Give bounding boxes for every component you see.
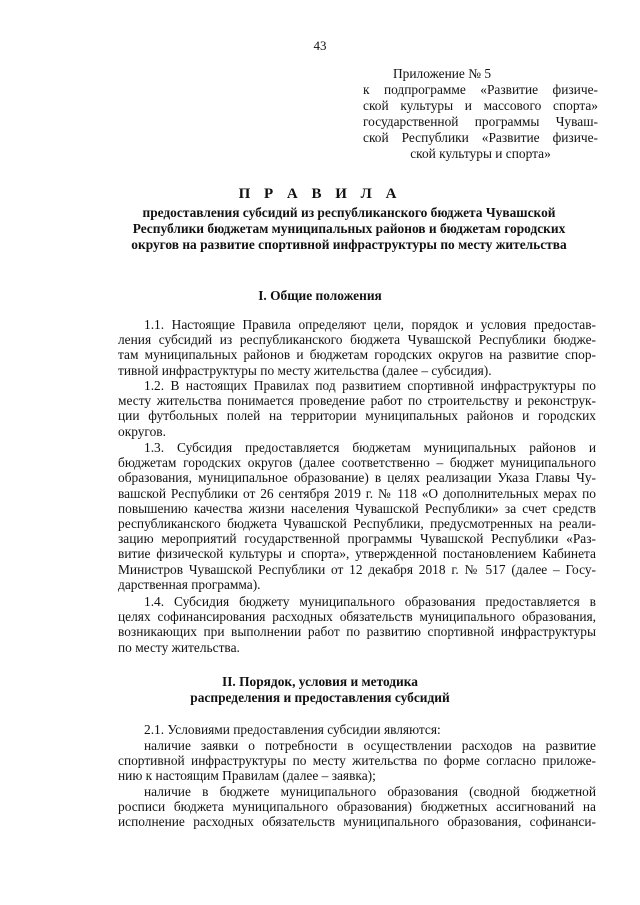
text-line: 1.3. Субсидия предоставляется бюджетам муниципальных районов и <box>144 440 596 455</box>
text-line: бюджетам городских округов (далее соответственно – бюджет муниципального <box>118 455 596 471</box>
subtitle-line: округов на развитие спортивной инфраструктуры по месту жительства <box>131 237 567 252</box>
text-line: тивной инфраструктуры по месту жительства (далее – субсидия). <box>118 362 492 378</box>
text-line: росписи бюджета муниципального образования) бюджетных ассигнований на <box>118 799 596 815</box>
text-line: нию к настоящим Правилам (далее – заявка); <box>118 768 376 784</box>
section-heading-2 <box>0 674 640 706</box>
appendix-title: Приложение № 5 <box>393 66 492 81</box>
text-line: повышению качества жизни населения Чувашской Республики» за счет средств <box>118 500 596 516</box>
paragraph-2-1 <box>118 722 596 737</box>
text-line: наличие заявки о потребности в осуществлении расходов на развитие <box>144 738 596 753</box>
text-line: ления субсидий из республиканского бюджета Чувашской Республики бюдже- <box>118 332 596 348</box>
text-line: по месту жительства. <box>118 639 240 655</box>
text-line: спортивной инфраструктуры по месту жительства по форме согласно приложе- <box>118 753 596 769</box>
text-line: 1.2. В настоящих Правилах под развитием спортивной инфраструктуры по <box>144 378 596 393</box>
text-line: округов. <box>118 423 166 439</box>
section-heading-line: распределения и предоставления субсидий <box>190 690 450 705</box>
section-heading-line: I. Общие положения <box>258 288 382 303</box>
paragraph-1-3 <box>118 440 596 592</box>
appendix-line: к подпрограмме «Развитие физиче- <box>363 82 598 97</box>
text-line: 1.1. Настоящие Правила определяют цели, порядок и условия предостав- <box>144 317 596 332</box>
text-line: республиканского бюджета Чувашской Республики, предусмотренных на реали- <box>118 516 596 532</box>
appendix-line: ской Республики «Развитие физиче- <box>363 130 598 145</box>
paragraph-2-1-a <box>118 738 596 784</box>
appendix-line: ской культуры и спорта» <box>410 146 551 161</box>
appendix-block <box>363 66 598 162</box>
appendix-line: государственной программы Чуваш- <box>363 114 598 129</box>
paragraph-1-2 <box>118 378 596 439</box>
text-line: образования, муниципальное образование) в целях реализации Указа Главы Чу- <box>118 470 596 486</box>
text-line: возникающих при выполнении работ по развитию спортивной инфраструктуры <box>118 624 596 640</box>
text-line: 2.1. Условиями предоставления субсидии являются: <box>144 722 441 737</box>
text-line: исполнение расходных обязательств муниципального образования, софинанси- <box>118 814 596 830</box>
page-number: 43 <box>313 38 327 53</box>
paragraph-2-1-b <box>118 784 596 830</box>
text-line: Министров Чувашской Республики от 12 декабря 2018 г. № 517 (далее – Госу- <box>118 561 596 577</box>
subtitle-line: предоставления субсидий из республиканского бюджета Чувашской <box>142 205 556 220</box>
text-line: витие физической культуры и спорта», утвержденной постановлением Кабинета <box>118 546 596 562</box>
text-line: ции футбольных полей на территории муниципальных районов и городских <box>118 408 596 424</box>
text-line: дарственная программа). <box>118 576 261 592</box>
text-line: там муниципальных районов и бюджетам городских округов на развитие спор- <box>118 347 596 363</box>
text-line: целях софинансирования расходных обязательств муниципального образования, <box>118 609 596 625</box>
subtitle-line: Республики бюджетам муниципальных районов и бюджетам городских <box>132 221 566 236</box>
text-line: месту жительства понимается проведение работ по строительству и реконструк- <box>118 393 596 409</box>
section-heading-line: II. Порядок, условия и методика <box>222 674 418 689</box>
paragraph-1-1 <box>118 317 596 378</box>
appendix-line: ской культуры и массового спорта» <box>363 98 598 113</box>
text-line: вашской Республики от 26 сентября 2019 г. № 118 «О дополнительных мерах по <box>118 485 596 501</box>
document-title: П Р А В И Л А <box>238 186 402 202</box>
section-heading-1 <box>0 288 640 304</box>
text-line: 1.4. Субсидия бюджету муниципального образования предоставляется в <box>144 594 596 609</box>
paragraph-1-4 <box>118 594 596 655</box>
document-subtitle <box>118 205 580 253</box>
text-line: наличие в бюджете муниципального образования (сводной бюджетной <box>144 784 596 799</box>
text-line: зацию мероприятий государственной программы Чувашской Республики «Раз- <box>118 531 596 547</box>
